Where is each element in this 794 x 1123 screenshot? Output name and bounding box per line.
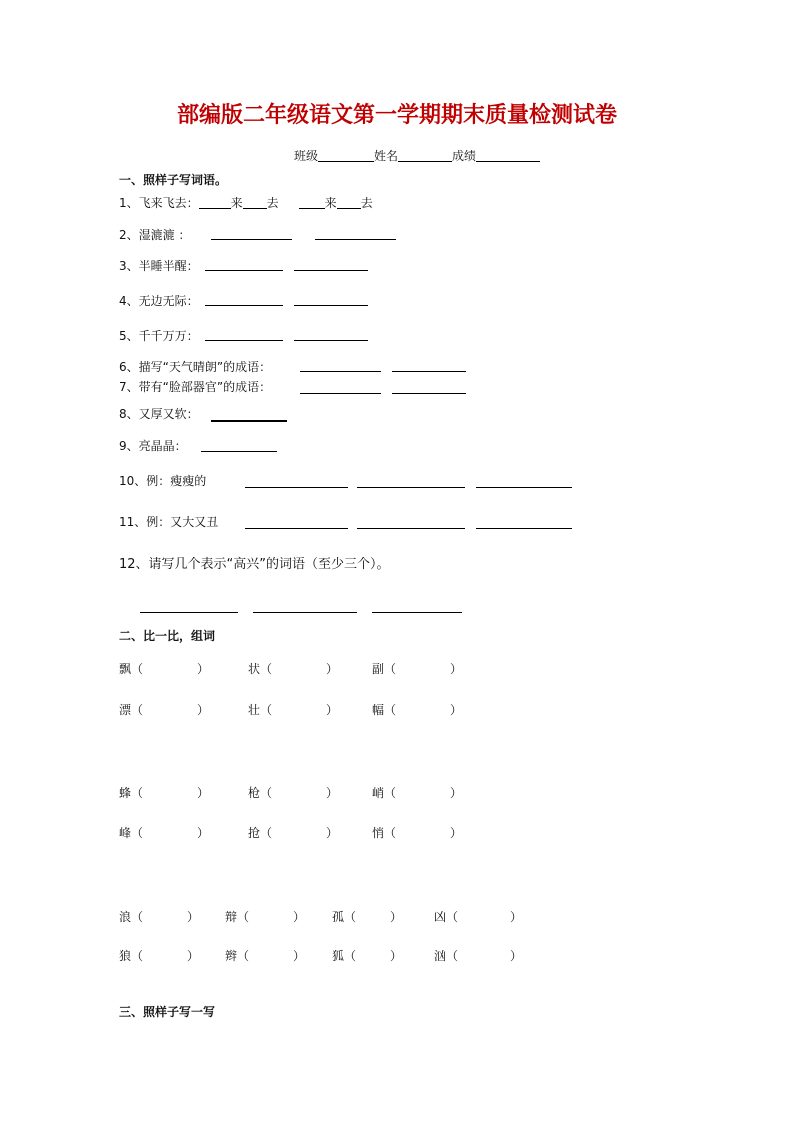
class-label: 班级 <box>294 149 319 163</box>
word-cell[interactable]: 辩（ ） <box>225 910 306 924</box>
q1-char-4: 去 <box>360 196 373 210</box>
q1-blank-4[interactable] <box>337 196 361 209</box>
word-cell[interactable]: 孤（ ） <box>332 910 403 924</box>
q10-blank-1[interactable] <box>245 487 348 488</box>
char: 孤 <box>332 910 345 924</box>
q10-blank-3[interactable] <box>476 487 572 488</box>
char: 凶 <box>434 910 447 924</box>
section1-heading: 一、照样子写词语。 <box>119 173 228 187</box>
char: 狼 <box>119 949 132 963</box>
char: 抢 <box>248 826 261 840</box>
q7-blank-1[interactable] <box>300 393 381 394</box>
score-label: 成绩 <box>452 149 477 163</box>
q10-label: 10、例：瘦瘦的 <box>119 474 207 488</box>
char: 壮 <box>248 703 261 717</box>
q10-blank-2[interactable] <box>357 487 465 488</box>
q4-label: 4、无边无际： <box>119 294 199 308</box>
q6-blank-2[interactable] <box>392 371 466 372</box>
q1-blank-3[interactable] <box>299 196 325 209</box>
word-cell[interactable]: 辫（ ） <box>225 949 306 963</box>
char: 浪 <box>119 910 132 924</box>
word-cell[interactable]: 狐（ ） <box>332 949 403 963</box>
q7-label: 7、带有“脸部器官”的成语： <box>119 380 272 394</box>
name-blank[interactable] <box>398 149 452 162</box>
q4-blank-1[interactable] <box>205 305 283 306</box>
q11-label: 11、例：又大又丑 <box>119 515 219 529</box>
char: 峭 <box>372 786 385 800</box>
q3-blank-1[interactable] <box>205 270 283 271</box>
char: 辫 <box>225 949 238 963</box>
char: 漂 <box>119 703 132 717</box>
q3-blank-2[interactable] <box>294 270 368 271</box>
q8-blank[interactable] <box>211 420 287 422</box>
q11-blank-1[interactable] <box>245 528 348 529</box>
q1-char-1: 来 <box>230 196 243 210</box>
word-cell[interactable]: 状（ ） <box>248 662 339 676</box>
word-cell[interactable]: 幅（ ） <box>372 703 463 717</box>
q5-blank-1[interactable] <box>205 340 283 341</box>
q2-label: 2、湿漉漉 ： <box>119 228 191 242</box>
q2-blank-2[interactable] <box>315 239 396 240</box>
word-cell[interactable]: 枪（ ） <box>248 786 339 800</box>
q11-blank-2[interactable] <box>357 528 465 529</box>
q5-label: 5、千千万万： <box>119 329 199 343</box>
q1-blank-2[interactable] <box>243 196 267 209</box>
word-cell[interactable]: 副（ ） <box>372 662 463 676</box>
word-cell[interactable]: 飘（ ） <box>119 662 210 676</box>
q12-blank-2[interactable] <box>253 612 357 613</box>
char: 峰 <box>119 826 132 840</box>
q1-blank-1[interactable] <box>199 196 231 209</box>
class-blank[interactable] <box>318 149 374 162</box>
word-cell[interactable]: 漂（ ） <box>119 703 210 717</box>
word-cell[interactable]: 浪（ ） <box>119 910 200 924</box>
exam-title: 部编版二年级语文第一学期期末质量检测试卷 <box>176 102 617 128</box>
q6-label: 6、描写“天气晴朗”的成语： <box>119 360 272 374</box>
char: 悄 <box>372 826 385 840</box>
q12-label: 12、请写几个表示“高兴”的词语（至少三个）。 <box>119 557 390 572</box>
score-blank[interactable] <box>476 149 540 162</box>
q9-label: 9、亮晶晶： <box>119 439 187 453</box>
q7-blank-2[interactable] <box>392 393 466 394</box>
q8-label: 8、又厚又软： <box>119 407 199 421</box>
section3-heading: 三、照样子写一写 <box>119 1005 216 1019</box>
word-cell[interactable]: 狼（ ） <box>119 949 200 963</box>
char: 狐 <box>332 949 345 963</box>
q6-blank-1[interactable] <box>300 371 381 372</box>
char: 辩 <box>225 910 238 924</box>
word-cell[interactable]: 汹（ ） <box>434 949 523 963</box>
char: 枪 <box>248 786 261 800</box>
word-cell[interactable]: 蜂（ ） <box>119 786 210 800</box>
q12-blank-1[interactable] <box>140 612 238 613</box>
char: 副 <box>372 662 385 676</box>
q3-label: 3、半睡半醒： <box>119 259 199 273</box>
q1-label: 1、飞来飞去： <box>119 196 199 210</box>
q1-char-2: 去 <box>266 196 279 210</box>
word-cell[interactable]: 壮（ ） <box>248 703 339 717</box>
word-cell[interactable]: 峭（ ） <box>372 786 463 800</box>
q4-blank-2[interactable] <box>294 305 368 306</box>
char: 幅 <box>372 703 385 717</box>
section2-heading: 二、比一比，组词 <box>119 629 216 643</box>
word-cell[interactable]: 峰（ ） <box>119 826 210 840</box>
name-label: 姓名 <box>374 149 399 163</box>
word-cell[interactable]: 凶（ ） <box>434 910 523 924</box>
word-cell[interactable]: 抢（ ） <box>248 826 339 840</box>
char: 蜂 <box>119 786 132 800</box>
char: 汹 <box>434 949 447 963</box>
q12-blank-3[interactable] <box>372 612 462 613</box>
q2-blank-1[interactable] <box>211 239 292 240</box>
q11-blank-3[interactable] <box>476 528 572 529</box>
header-info <box>294 149 540 162</box>
char: 状 <box>248 662 261 676</box>
q9-blank[interactable] <box>201 451 277 452</box>
word-cell[interactable]: 悄（ ） <box>372 826 463 840</box>
q1-char-3: 来 <box>324 196 337 210</box>
q1-line <box>119 196 373 209</box>
char: 飘 <box>119 662 132 676</box>
q5-blank-2[interactable] <box>294 340 368 341</box>
